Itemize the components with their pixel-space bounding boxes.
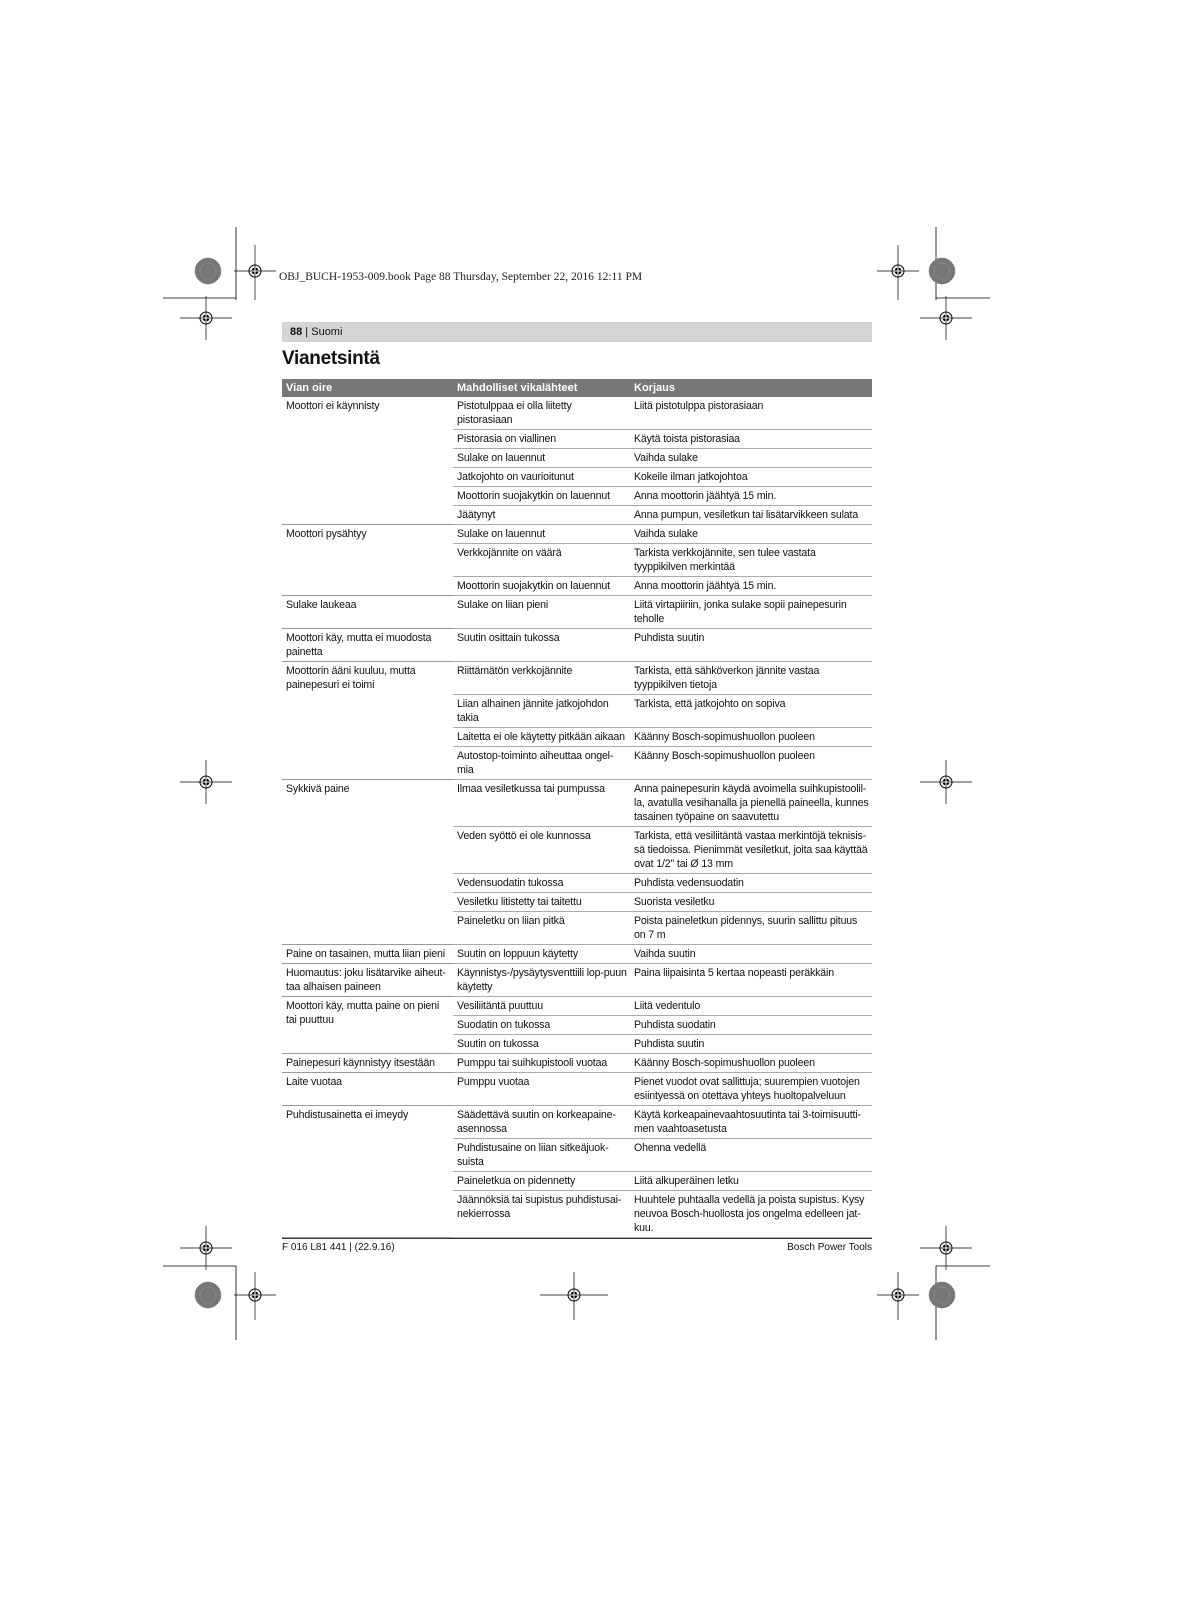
remedy-cell: Anna painepesurin käydä avoimella suihkupistoolil-la, avatulla vesihanalla ja pienellä paineella, kunnes tasainen työpaine on saavutettu xyxy=(630,780,872,827)
cause-cell: Autostop-toiminto aiheuttaa ongel-mia xyxy=(453,747,630,780)
remedy-cell: Liitä virtapiiriin, jonka sulake sopii painepesurin teholle xyxy=(630,596,872,629)
remedy-cell: Poista paineletkun pidennys, suurin sallittu pituus on 7 m xyxy=(630,912,872,945)
remedy-cell: Vaihda sulake xyxy=(630,525,872,544)
remedy-cell: Käänny Bosch-sopimushuollon puoleen xyxy=(630,1054,872,1073)
cause-cell: Moottorin suojakytkin on lauennut xyxy=(453,487,630,506)
cause-cell: Sulake on lauennut xyxy=(453,525,630,544)
table-row xyxy=(282,397,872,430)
table-body xyxy=(282,397,872,1238)
table-row xyxy=(282,964,872,997)
symptom-cell: Puhdistusainetta ei imeydy xyxy=(282,1106,453,1238)
cause-cell: Liian alhainen jännite jatkojohdon takia xyxy=(453,695,630,728)
remedy-cell: Anna pumpun, vesiletkun tai lisätarvikkeen sulata xyxy=(630,506,872,525)
cause-cell: Puhdistusaine on liian sitkeäjuok-suista xyxy=(453,1139,630,1172)
cause-cell: Jäännöksiä tai supistus puhdistusai-nekierrossa xyxy=(453,1191,630,1238)
symptom-cell: Laite vuotaa xyxy=(282,1073,453,1106)
symptom-cell: Painepesuri käynnistyy itsestään xyxy=(282,1054,453,1073)
section-title: Vianetsintä xyxy=(282,348,380,369)
table-row xyxy=(282,1054,872,1073)
cause-cell: Moottorin suojakytkin on lauennut xyxy=(453,577,630,596)
footer-doc-code: F 016 L81 441 | (22.9.16) xyxy=(282,1242,395,1253)
remedy-cell: Käytä korkeapainevaahtosuutinta tai 3-toimisuutti-men vaahtoasetusta xyxy=(630,1106,872,1139)
symptom-cell: Moottori käy, mutta paine on pieni tai puuttuu xyxy=(282,997,453,1054)
remedy-cell: Anna moottorin jäähtyä 15 min. xyxy=(630,577,872,596)
cause-cell: Sulake on liian pieni xyxy=(453,596,630,629)
cause-cell: Säädettävä suutin on korkeapaine-asennossa xyxy=(453,1106,630,1139)
remedy-cell: Anna moottorin jäähtyä 15 min. xyxy=(630,487,872,506)
remedy-cell: Huuhtele puhtaalla vedellä ja poista supistus. Kysy neuvoa Bosch-huollosta jos ongelma edelleen jat-kuu. xyxy=(630,1191,872,1238)
cause-cell: Vesiletku litistetty tai taitettu xyxy=(453,893,630,912)
remedy-cell: Puhdista suutin xyxy=(630,1035,872,1054)
cause-cell: Pumppu tai suihkupistooli vuotaa xyxy=(453,1054,630,1073)
symptom-cell: Moottori käy, mutta ei muodosta painetta xyxy=(282,629,453,662)
table-row xyxy=(282,662,872,695)
page-number: 88 xyxy=(290,326,303,338)
cause-cell: Riittämätön verkkojännite xyxy=(453,662,630,695)
table-row xyxy=(282,780,872,827)
remedy-cell: Pienet vuodot ovat sallittuja; suurempien vuotojen esiintyessä on otettava yhteys huoltopalveluun xyxy=(630,1073,872,1106)
table-row xyxy=(282,525,872,544)
column-header-cause: Mahdolliset vikalähteet xyxy=(453,379,630,397)
cause-cell: Paineletkua on pidennetty xyxy=(453,1172,630,1191)
cause-cell: Suodatin on tukossa xyxy=(453,1016,630,1035)
remedy-cell: Vaihda suutin xyxy=(630,945,872,964)
table-row xyxy=(282,596,872,629)
cause-cell: Pistotulppaa ei olla liitetty pistorasiaan xyxy=(453,397,630,430)
print-slug: OBJ_BUCH-1953-009.book Page 88 Thursday, September 22, 2016 12:11 PM xyxy=(279,271,643,283)
cause-cell: Ilmaa vesiletkussa tai pumpussa xyxy=(453,780,630,827)
table-row xyxy=(282,945,872,964)
cause-cell: Suutin osittain tukossa xyxy=(453,629,630,662)
troubleshooting-table xyxy=(282,379,872,1238)
cause-cell: Pistorasia on viallinen xyxy=(453,430,630,449)
cause-cell: Pumppu vuotaa xyxy=(453,1073,630,1106)
page-header xyxy=(282,322,872,342)
symptom-cell: Huomautus: joku lisätarvike aiheut-taa alhaisen paineen xyxy=(282,964,453,997)
table-row xyxy=(282,997,872,1016)
cause-cell: Suutin on tukossa xyxy=(453,1035,630,1054)
table-row xyxy=(282,1106,872,1139)
cause-cell: Vesiliitäntä puuttuu xyxy=(453,997,630,1016)
remedy-cell: Tarkista verkkojännite, sen tulee vastata tyyppikilven merkintää xyxy=(630,544,872,577)
symptom-cell: Moottori ei käynnisty xyxy=(282,397,453,525)
cause-cell: Käynnistys-/pysäytysventtiili lop-puun käytetty xyxy=(453,964,630,997)
symptom-cell: Moottorin ääni kuuluu, mutta painepesuri ei toimi xyxy=(282,662,453,780)
remedy-cell: Käänny Bosch-sopimushuollon puoleen xyxy=(630,747,872,780)
table-header-row xyxy=(282,379,872,397)
footer-brand: Bosch Power Tools xyxy=(787,1242,872,1253)
table-row xyxy=(282,1073,872,1106)
table-row xyxy=(282,629,872,662)
remedy-cell: Tarkista, että sähköverkon jännite vastaa tyyppikilven tietoja xyxy=(630,662,872,695)
remedy-cell: Puhdista suodatin xyxy=(630,1016,872,1035)
remedy-cell: Käytä toista pistorasiaa xyxy=(630,430,872,449)
cause-cell: Suutin on loppuun käytetty xyxy=(453,945,630,964)
remedy-cell: Puhdista suutin xyxy=(630,629,872,662)
header-language: Suomi xyxy=(311,326,343,338)
column-header-symptom: Vian oire xyxy=(282,379,453,397)
remedy-cell: Tarkista, että vesiliitäntä vastaa merkintöjä teknisis-sä tiedoissa. Pienimmät vesiletkut, joita saa käyttää ovat 1/2" tai Ø 13 mm xyxy=(630,827,872,874)
remedy-cell: Liitä pistotulppa pistorasiaan xyxy=(630,397,872,430)
header-separator: | xyxy=(302,326,312,338)
symptom-cell: Moottori pysähtyy xyxy=(282,525,453,596)
remedy-cell: Suorista vesiletku xyxy=(630,893,872,912)
symptom-cell: Sykkivä paine xyxy=(282,780,453,945)
cause-cell: Verkkojännite on väärä xyxy=(453,544,630,577)
remedy-cell: Paina liipaisinta 5 kertaa nopeasti peräkkäin xyxy=(630,964,872,997)
remedy-cell: Ohenna vedellä xyxy=(630,1139,872,1172)
symptom-cell: Sulake laukeaa xyxy=(282,596,453,629)
remedy-cell: Käänny Bosch-sopimushuollon puoleen xyxy=(630,728,872,747)
remedy-cell: Kokeile ilman jatkojohtoa xyxy=(630,468,872,487)
symptom-cell: Paine on tasainen, mutta liian pieni xyxy=(282,945,453,964)
cause-cell: Jäätynyt xyxy=(453,506,630,525)
remedy-cell: Puhdista vedensuodatin xyxy=(630,874,872,893)
cause-cell: Paineletku on liian pitkä xyxy=(453,912,630,945)
remedy-cell: Vaihda sulake xyxy=(630,449,872,468)
cause-cell: Sulake on lauennut xyxy=(453,449,630,468)
cause-cell: Jatkojohto on vaurioitunut xyxy=(453,468,630,487)
remedy-cell: Liitä alkuperäinen letku xyxy=(630,1172,872,1191)
cause-cell: Vedensuodatin tukossa xyxy=(453,874,630,893)
footer-rule xyxy=(282,1238,872,1239)
remedy-cell: Liitä vedentulo xyxy=(630,997,872,1016)
cause-cell: Veden syöttö ei ole kunnossa xyxy=(453,827,630,874)
cause-cell: Laitetta ei ole käytetty pitkään aikaan xyxy=(453,728,630,747)
column-header-remedy: Korjaus xyxy=(630,379,872,397)
remedy-cell: Tarkista, että jatkojohto on sopiva xyxy=(630,695,872,728)
